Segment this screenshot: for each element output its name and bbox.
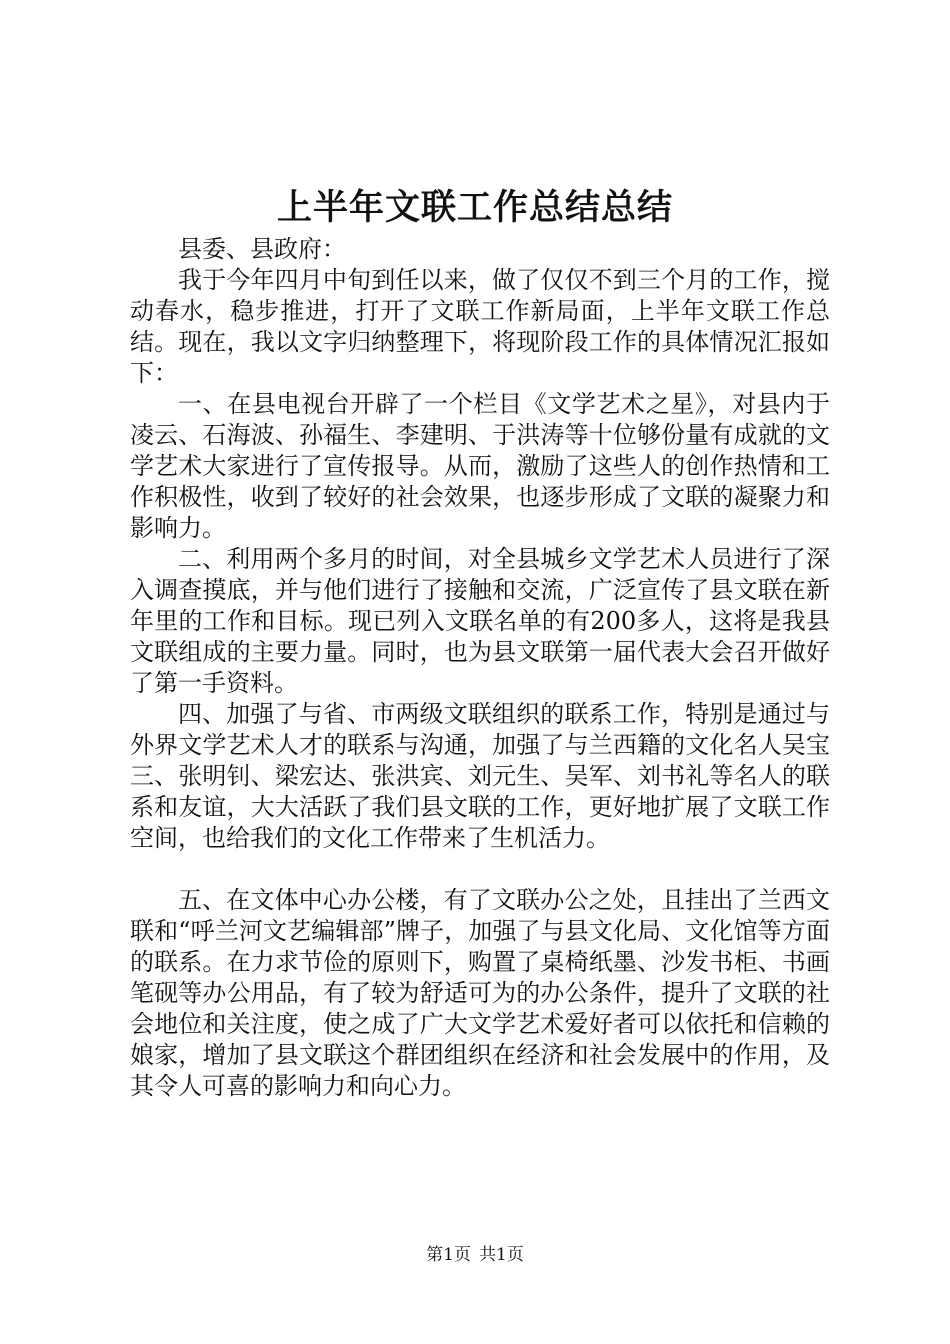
paragraph-item-4: 四、加强了与省、市两级文联组织的联系工作，特别是通过与外界文学艺术人才的联系与沟通，加强了与兰西籍的文化名人吴宝三、张明钊、梁宏达、张洪宾、刘元生、吴军、刘书礼等名人的联系和友谊，大大活跃了我们县文联的工作，更好地扩展了文联工作空间，也给我们的文化工作带来了生机活力。: [130, 700, 830, 852]
page-number: 第1页: [426, 1245, 471, 1265]
paragraph-item-1: 一、在县电视台开辟了一个栏目《文学艺术之星》，对县内于凌云、石海波、孙福生、李建明、于洪涛等十位够份量有成就的文学艺术大家进行了宣传报导。从而，激励了这些人的创作热情和工作积极性，收到了较好的社会效果，也逐步形成了文联的凝聚力和影响力。: [130, 390, 830, 542]
document-title: 上半年文联工作总结总结: [276, 187, 673, 228]
paragraph-item-5: 五、在文体中心办公楼，有了文联办公之处，且挂出了兰西文联和“呼兰河文艺编辑部”牌子，加强了与县文化局、文化馆等方面的联系。在力求节俭的原则下，购置了桌椅纸墨、沙发书柜、书画笔砚等办公用品，有了较为舒适可为的办公条件，提升了文联的社会地位和关注度，使之成了广大文学艺术爱好者可以依托和信赖的娘家，增加了县文联这个群团组织在经济和社会发展中的作用，及其令人可喜的影响力和向心力。: [130, 886, 830, 1100]
page-total: 共1页: [479, 1245, 524, 1265]
document-body: [130, 234, 830, 1102]
page-footer: [0, 1244, 950, 1266]
salutation: 县委、县政府：: [178, 235, 346, 263]
paragraph-item-2: 二、利用两个多月的时间，对全县城乡文学艺术人员进行了深入调查摸底，并与他们进行了接触和交流，广泛宣传了县文联在新年里的工作和目标。现已列入文联名单的有200多人，这将是我县文联组成的主要力量。同时，也为县文联第一届代表大会召开做好了第一手资料。: [130, 545, 830, 697]
paragraph-intro: 我于今年四月中旬到任以来，做了仅仅不到三个月的工作，搅动春水，稳步推进，打开了文联工作新局面，上半年文联工作总结。现在，我以文字归纳整理下，将现阶段工作的具体情况汇报如下：: [130, 266, 830, 387]
